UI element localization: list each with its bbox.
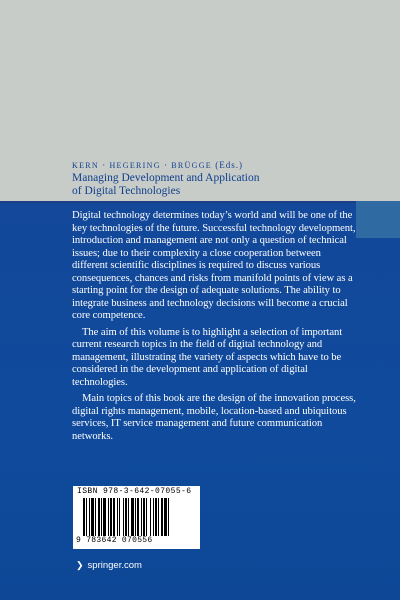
barcode-bar (164, 498, 167, 536)
barcode-bar (89, 498, 90, 536)
springer-link[interactable] (76, 560, 142, 571)
barcode-bar (137, 498, 139, 536)
barcode-bar (143, 498, 145, 536)
springer-link-text: springer.com (87, 560, 142, 571)
barcode-bar (155, 498, 157, 536)
barcode-bar (108, 498, 109, 536)
barcode-bar (125, 498, 127, 536)
barcode-bar (153, 498, 154, 536)
barcode-bar (161, 498, 163, 536)
editors-suffix: (Eds.) (215, 160, 243, 170)
separator-dot: · (102, 160, 110, 170)
separator-dot: · (164, 160, 172, 170)
barcode-bars (83, 498, 195, 536)
barcode-bar (110, 498, 112, 536)
barcode-bar (158, 498, 159, 536)
blurb-paragraph: The aim of this volume is to highlight a selection of important current research topics in the field of digital technology and management, illustrating the variety of aspects which have to be considered in the development and application of digital technologies. (72, 326, 343, 388)
blurb-paragraph: Digital technology determines today’s world and will be one of the key technologies of the future. Successful technology development, introduction and management are not only a question of technical issues; due to their complexity a close cooperation between different scientific disciplines is required to discuss various consequences, chances and risks from manifold points of view as a starting point for the design of adequate solutions. The ability to integrate business and technology decisions will become a crucial core competence. (72, 210, 356, 321)
barcode-bar (86, 498, 87, 536)
book-title-line-1: Managing Development and Application (72, 172, 260, 184)
barcode-bar (117, 498, 118, 536)
accent-square (356, 201, 400, 238)
author-bruegge: BRÜGGE (171, 161, 212, 170)
barcode-bar (135, 498, 136, 536)
book-header (72, 159, 259, 198)
barcode-bar (128, 498, 129, 536)
barcode-bar (146, 498, 147, 536)
isbn-label: ISBN 978-3-642-07055-6 (77, 487, 192, 496)
book-title-line-2: of Digital Technologies (72, 185, 181, 197)
blurb-text (72, 210, 358, 447)
arrow-right-icon: ❯ (76, 560, 84, 570)
author-kern: KERN (72, 161, 99, 170)
barcode-bar (101, 498, 102, 536)
barcode-bar (113, 498, 115, 536)
barcode-bar (131, 498, 134, 536)
editors-line (72, 159, 259, 172)
author-hegering: HEGERING (109, 161, 161, 170)
barcode-bar (91, 498, 94, 536)
barcode-bar (168, 498, 169, 536)
barcode-bar (141, 498, 142, 536)
barcode-bar (103, 498, 106, 536)
barcode-bar (83, 498, 85, 536)
barcode-bar (150, 498, 151, 536)
barcode-bar (123, 498, 124, 536)
barcode-digits: 9 783642 070556 (76, 536, 153, 545)
barcode-bar (98, 498, 100, 536)
blurb-paragraph: Main topics of this book are the design of the innovation process, digital rights management, mobile, location-based and ubiquitous services, IT service management and future communication networks. (72, 393, 356, 442)
barcode-bar (95, 498, 96, 536)
barcode-bar (119, 498, 120, 536)
isbn-barcode (73, 486, 200, 549)
